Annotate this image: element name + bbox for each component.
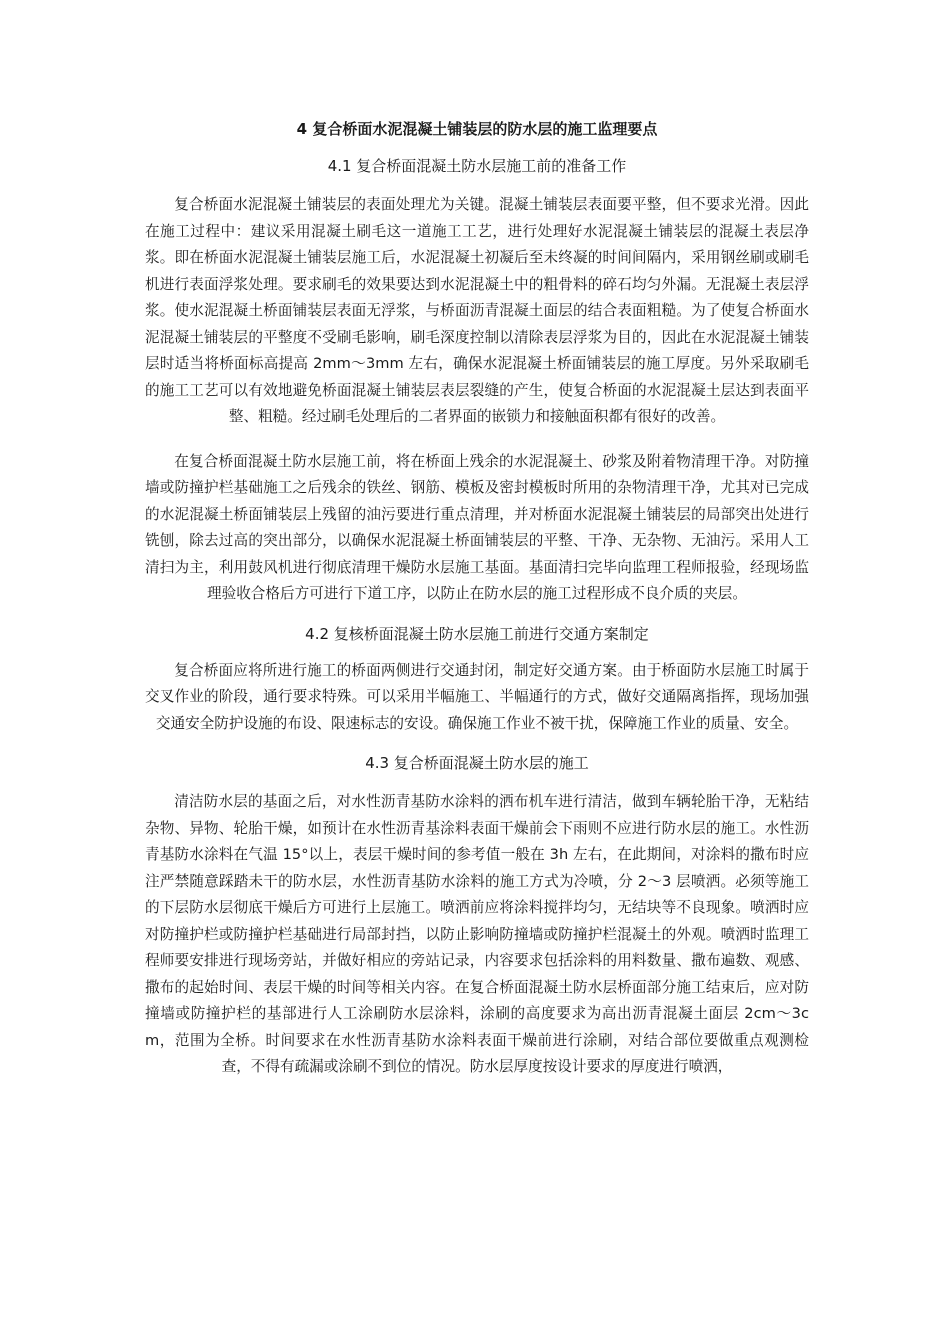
paragraph-surface-treatment: 复合桥面水泥混凝土铺装层的表面处理尤为关键。混凝土铺装层表面要平整，但不要求光滑。因此在施工过程中：建议采用混凝土刷毛这一道施工工艺，进行处理好水泥混凝土铺装层的混凝土表层净浆。即在桥面水泥混凝土铺装层施工后，水泥混凝土初凝后至未终凝的时间间隔内，采用钢丝刷或刷毛机进行表面浮浆处理。要求刷毛的效果要达到水泥混凝土中的粗骨料的碎石均匀外漏。无混凝土表层浮浆。使水泥混凝土桥面铺装层表面无浮浆，与桥面沥青混凝土面层的结合表面粗糙。为了使复合桥面水泥混凝土铺装层的平整度不受刷毛影响，刷毛深度控制以清除表层浮浆为目的，因此在水泥混凝土铺装层时适当将桥面标高提高 2mm～3mm 左右，确保水泥混凝土桥面铺装层的施工厚度。另外采取刷毛的施工工艺可以有效地避免桥面混凝土铺装层表层裂缝的产生，使复合桥面的水泥混凝土层达到表面平整、粗糙。经过刷毛处理后的二者界面的嵌锁力和接触面积都有很好的改善。 — [145, 196, 809, 425]
document-title: 4 复合桥面水泥混凝土铺装层的防水层的施工监理要点 — [296, 120, 658, 138]
paragraph-waterproof-construction: 清洁防水层的基面之后，对水性沥青基防水涂料的洒布机车进行清洁，做到车辆轮胎干净，无粘结杂物、异物、轮胎干燥，如预计在水性沥青基涂料表面干燥前会下雨则不应进行防水层的施工。水性沥青基防水涂料在气温 15°以上，表层干燥时间的参考值一般在 3h 左右，在此期间，对涂料的撒布时应注严禁随意踩踏未干的防水层，水性沥青基防水涂料的施工方式为冷喷，分 2～3 层喷洒。必须等施工的下层防水层彻底干燥后方可进行上层施工。喷洒前应将涂料搅拌均匀，无结块等不良现象。喷洒时应对防撞护栏或防撞护栏基础进行局部封挡，以防止影响防撞墙或防撞护栏混凝土的外观。喷洒时监理工程师要安排进行现场旁站，并做好相应的旁站记录，内容要求包括涂料的用料数量、撒布遍数、观感、撒布的起始时间、表层干燥的时间等相关内容。在复合桥面混凝土防水层桥面部分施工结束后，应对防撞墙或防撞护栏的基部进行人工涂刷防水层涂料，涂刷的高度要求为高出沥青混凝土面层 2cm～3cm，范围为全桥。时间要求在水性沥青基防水涂料表面干燥前进行涂刷，对结合部位要做重点观测检查，不得有疏漏或涂刷不到位的情况。防水层厚度按设计要求的厚度进行喷洒， — [145, 793, 809, 1075]
document-page — [145, 118, 809, 1081]
section-heading-4-1: 4.1 复合桥面混凝土防水层施工前的准备工作 — [327, 157, 627, 175]
section-heading-4-2: 4.2 复核桥面混凝土防水层施工前进行交通方案制定 — [305, 624, 649, 643]
section-heading-4-3: 4.3 复合桥面混凝土防水层的施工 — [365, 754, 589, 772]
paragraph-base-cleaning: 在复合桥面混凝土防水层施工前，将在桥面上残余的水泥混凝土、砂浆及附着物清理干净。对防撞墙或防撞护栏基础施工之后残余的铁丝、钢筋、模板及密封模板时所用的杂物清理干净，尤其对已完成的水泥混凝土桥面铺装层上残留的油污要进行重点清理，并对桥面水泥混凝土铺装层的局部突出处进行铣刨，除去过高的突出部分，以确保水泥混凝土桥面铺装层的平整、干净、无杂物、无油污。采用人工清扫为主，利用鼓风机进行彻底清理干燥防水层施工基面。基面清扫完毕向监理工程师报验，经现场监理验收合格后方可进行下道工序，以防止在防水层的施工过程形成不良介质的夹层。 — [145, 452, 809, 602]
paragraph-traffic-plan: 复合桥面应将所进行施工的桥面两侧进行交通封闭，制定好交通方案。由于桥面防水层施工时属于交叉作业的阶段，通行要求特殊。可以采用半幅施工、半幅通行的方式，做好交通隔离指挥，现场加强交通安全防护设施的布设、限速标志的安设。确保施工作业不被干扰，保障施工作业的质量、安全。 — [145, 661, 809, 732]
